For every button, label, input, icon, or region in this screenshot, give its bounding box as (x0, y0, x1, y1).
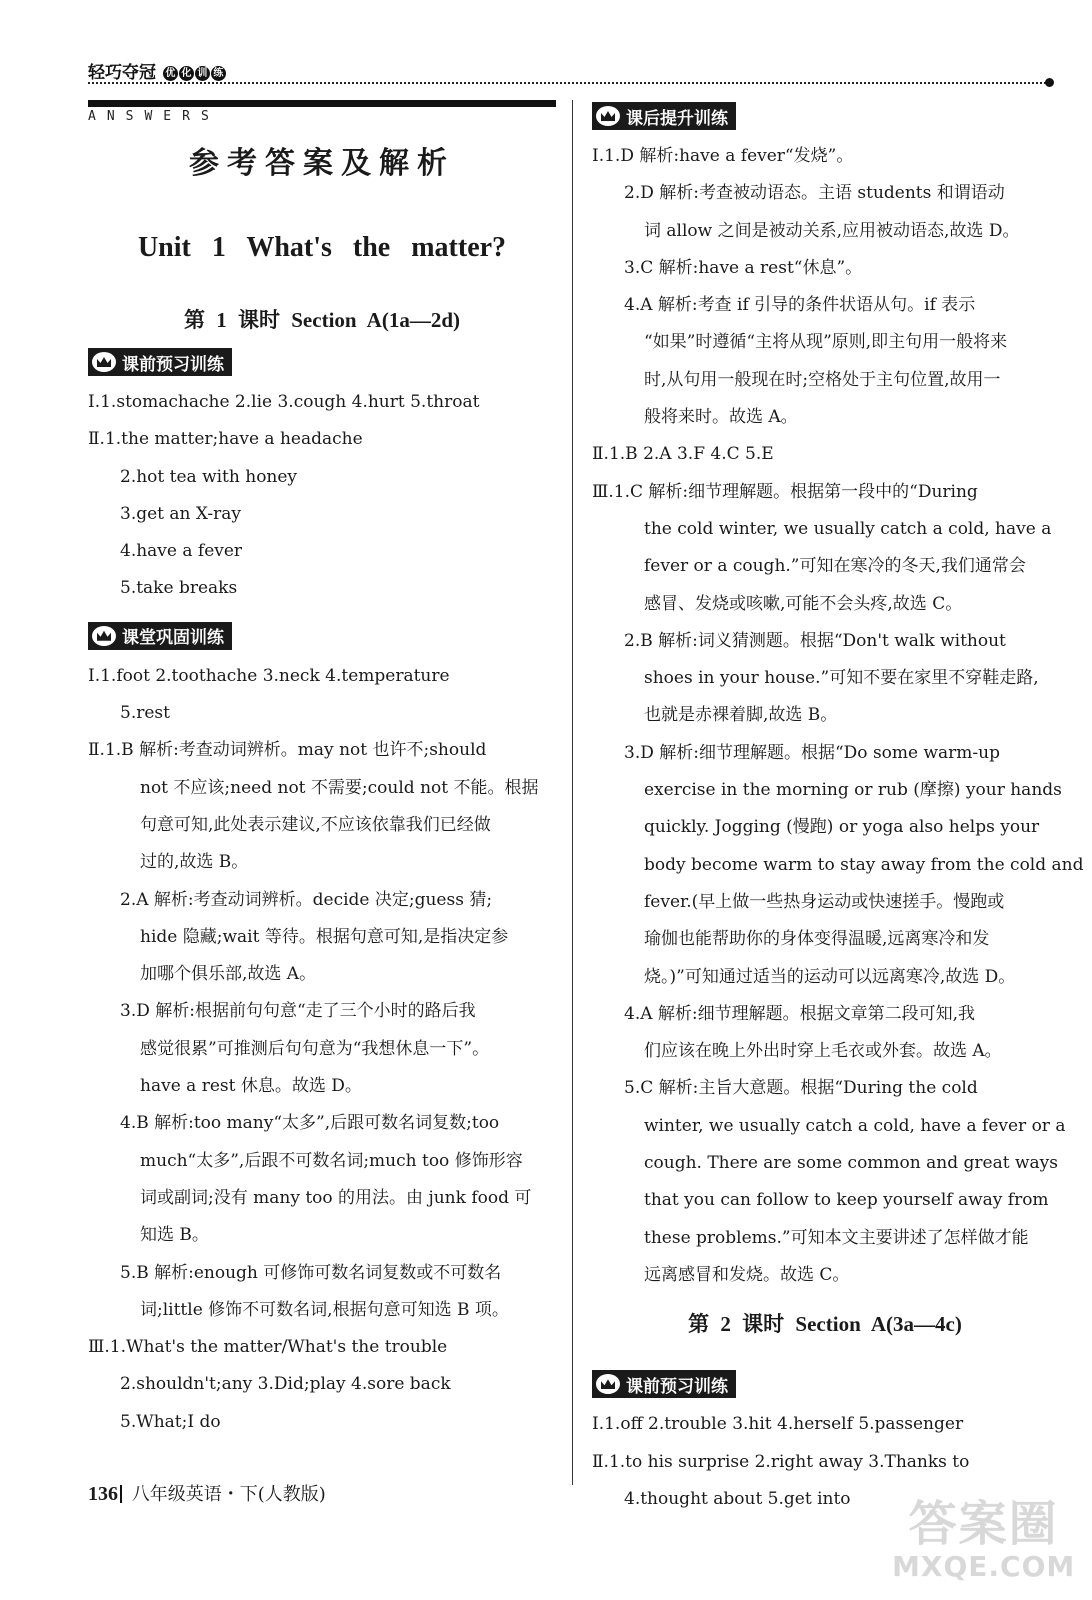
section-heading-preview-2 (592, 1370, 736, 1398)
after-class-answers (592, 138, 1084, 1294)
page-header (88, 56, 1056, 86)
answers-label: ANSWERS (88, 109, 220, 124)
answer-line: 加哪个俱乐部,故选 A。 (140, 964, 317, 985)
answer-line: 5.What;I do (120, 1411, 221, 1432)
answer-line: hide 隐藏;wait 等待。根据句意可知,是指决定参 (140, 926, 509, 947)
answer-line: 感觉很累”可推测后句句意为“我想休息一下”。 (140, 1038, 490, 1059)
section-heading-classroom (88, 622, 232, 650)
answer-line: 5.C 解析:主旨大意题。根据“During the cold (624, 1078, 978, 1099)
answer-line: fever or a cough.”可知在寒冷的冬天,我们通常会 (644, 556, 1026, 577)
answer-line: 们应该在晚上外出时穿上毛衣或外套。故选 A。 (644, 1041, 1002, 1062)
answer-line: body become warm to stay away from the cold and (644, 854, 1084, 875)
answer-line: the cold winter, we usually catch a cold, have a (644, 518, 1052, 539)
answer-line: 3.C 解析:have a rest“休息”。 (624, 257, 863, 278)
crown-icon (92, 626, 116, 646)
answer-line: have a rest 休息。故选 D。 (140, 1076, 362, 1097)
lesson-title-2: 第 2 课时 Section A(3a—4c) (688, 1312, 962, 1337)
answer-line: 4.have a fever (120, 541, 243, 562)
page-footer (88, 1480, 326, 1506)
answer-line: 感冒、发烧或咳嗽,可能不会头疼,故选 C。 (644, 593, 963, 614)
answer-line: 5.rest (120, 703, 170, 724)
answer-line: Ⅱ.1.to his surprise 2.right away 3.Thanks to (592, 1451, 970, 1472)
answer-line: 2.hot tea with honey (120, 466, 298, 487)
header-end-dot (1045, 78, 1054, 87)
answer-line: 4.thought about 5.get into (624, 1488, 851, 1509)
answer-line: 4.A 解析:考查 if 引导的条件状语从句。if 表示 (624, 295, 976, 316)
answer-line: Ⅲ.1.C 解析:细节理解题。根据第一段中的“During (592, 481, 978, 502)
answer-line: 3.get an X-ray (120, 503, 241, 524)
answer-line: Ⅰ.1.off 2.trouble 3.hit 4.herself 5.passenger (592, 1414, 964, 1435)
section-heading-text: 课后提升训练 (626, 108, 728, 129)
answer-line: Ⅰ.1.stomachache 2.lie 3.cough 4.hurt 5.throat (88, 392, 480, 412)
answer-line: 5.B 解析:enough 可修饰可数名词复数或不可数名 (120, 1262, 502, 1283)
answer-line: 烧。)”可知通过适当的运动可以远离寒冷,故选 D。 (644, 966, 1016, 987)
answer-line: Ⅰ.1.foot 2.toothache 3.neck 4.temperature (88, 665, 450, 686)
answers-bar (88, 100, 556, 107)
book-title: 八年级英语・下(人教版) (131, 1484, 326, 1505)
watermark (892, 1498, 1075, 1583)
section-heading-text: 课前预习训练 (122, 354, 224, 375)
logo-badge: 化 (179, 66, 194, 81)
answer-line: cough. There are some common and great ways (644, 1153, 1058, 1174)
section-heading-text: 课堂巩固训练 (122, 628, 224, 649)
page-title: 参考答案及解析 (189, 146, 455, 181)
left-column (88, 100, 556, 1441)
answer-line: these problems.”可知本文主要讲述了怎样做才能 (644, 1227, 1029, 1248)
lesson-title: 第 1 课时 Section A(1a—2d) (184, 308, 460, 332)
answer-line: 远离感冒和发烧。故选 C。 (644, 1264, 850, 1285)
answer-line: 词 allow 之间是被动关系,应用被动语态,故选 D。 (644, 220, 1020, 241)
answer-line: winter, we usually catch a cold, have a fever or a (644, 1115, 1066, 1136)
answer-line: Ⅱ.1.B 2.A 3.F 4.C 5.E (592, 444, 774, 465)
header-dotted-rule (88, 82, 1050, 84)
answer-line: 3.D 解析:根据前句句意“走了三个小时的路后我 (120, 1001, 476, 1022)
brand-logo (88, 58, 226, 83)
page-number: 136 (88, 1483, 118, 1505)
answer-line: 4.A 解析:细节理解题。根据文章第二段可知,我 (624, 1003, 976, 1024)
section-heading-preview (88, 348, 232, 376)
section-heading-text: 课前预习训练 (626, 1376, 728, 1397)
answer-line: 句意可知,此处表示建议,不应该依靠我们已经做 (140, 814, 491, 835)
answer-line: 过的,故选 B。 (140, 852, 249, 873)
answer-line: Ⅲ.1.What's the matter/What's the trouble (88, 1337, 448, 1358)
answer-line: 般将来时。故选 A。 (644, 407, 798, 428)
watermark-logo: 答案圈 (908, 1496, 1059, 1552)
answer-line: 也就是赤裸着脚,故选 B。 (644, 705, 838, 726)
footer-separator (120, 1485, 122, 1503)
section-heading-after-class (592, 102, 736, 130)
answer-line: shoes in your house.”可知不要在家里不穿鞋走路, (644, 668, 1039, 689)
answer-line: Ⅱ.1.the matter;have a headache (88, 429, 363, 450)
answer-line: 词或副词;没有 many too 的用法。由 junk food 可 (140, 1187, 532, 1208)
watermark-url: MXQE.COM (892, 1550, 1076, 1583)
logo-badge: 优 (163, 66, 178, 81)
answer-line: that you can follow to keep yourself away from (644, 1190, 1049, 1211)
answer-line: 2.D 解析:考查被动语态。主语 students 和谓语动 (624, 183, 1005, 204)
answer-line: 4.B 解析:too many“太多”,后跟可数名词复数;too (120, 1113, 500, 1134)
brand-logo-text: 轻巧夺冠 (88, 63, 156, 83)
answer-line: not 不应该;need not 不需要;could not 不能。根据 (140, 777, 539, 798)
classroom-answers (88, 658, 556, 1441)
answer-line: Ⅰ.1.D 解析:have a fever“发烧”。 (592, 146, 854, 166)
right-column (592, 100, 1084, 1518)
crown-icon (596, 1374, 620, 1394)
answer-line: 2.A 解析:考查动词辨析。decide 决定;guess 猜; (120, 889, 493, 910)
answer-line: 时,从句用一般现在时;空格处于主句位置,故用一 (644, 369, 1001, 390)
answer-line: “如果”时遵循“主将从现”原则,即主句用一般将来 (644, 332, 1008, 353)
logo-badge: 练 (211, 66, 226, 81)
answer-line: 词;little 修饰不可数名词,根据句意可知选 B 项。 (140, 1299, 509, 1320)
column-divider (572, 100, 573, 1485)
answer-line: 5.take breaks (120, 578, 238, 599)
answer-line: Ⅱ.1.B 解析:考查动词辨析。may not 也许不;should (88, 740, 487, 761)
preview-answers (88, 384, 556, 608)
crown-icon (596, 106, 620, 126)
answer-line: much“太多”,后跟不可数名词;much too 修饰形容 (140, 1150, 523, 1171)
answer-line: 3.D 解析:细节理解题。根据“Do some warm-up (624, 742, 1000, 763)
answer-line: 2.B 解析:词义猜测题。根据“Don't walk without (624, 630, 1006, 651)
answer-line: 2.shouldn't;any 3.Did;play 4.sore back (120, 1374, 451, 1395)
answer-line: 知选 B。 (140, 1225, 209, 1246)
answer-line: fever.(早上做一些热身运动或快速搓手。慢跑或 (644, 891, 1005, 912)
unit-title: Unit 1 What's the matter? (137, 232, 507, 263)
answer-line: quickly. Jogging (慢跑) or yoga also helps your (644, 817, 1040, 838)
answer-line: exercise in the morning or rub (摩擦) your hands (644, 780, 1062, 801)
logo-badge: 训 (195, 66, 210, 81)
crown-icon (92, 352, 116, 372)
answer-line: 瑜伽也能帮助你的身体变得温暖,远离寒冷和发 (644, 929, 990, 950)
